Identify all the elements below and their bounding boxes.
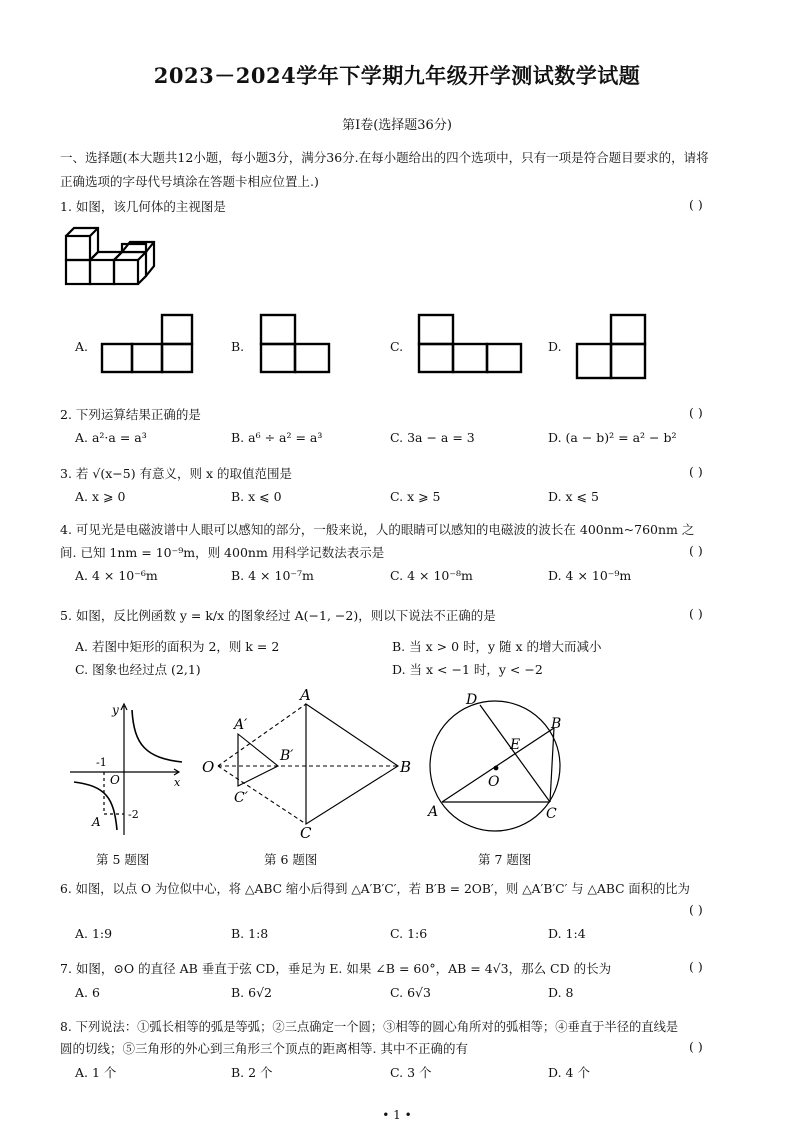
q2-option-d: D. (a − b)² = a² − b² bbox=[548, 430, 677, 445]
q6-option-c: C. 1:6 bbox=[390, 926, 428, 941]
q3-option-a: A. x ⩾ 0 bbox=[75, 489, 126, 504]
fig6-c-prime-label: C′ bbox=[234, 790, 248, 806]
q8-stem-line-1: 8. 下列说法：①弧长相等的弧是等弧；②三点确定一个圆；③相等的圆心角所对的弧相等；④垂直于半径的直线是 bbox=[60, 1020, 679, 1034]
fig5-hyperbola-graph bbox=[66, 700, 196, 840]
q1-option-c-figure bbox=[417, 312, 523, 374]
fig7-a-label: A bbox=[428, 804, 439, 820]
fig5-x-label: x bbox=[174, 776, 181, 789]
fig7-circle-figure bbox=[424, 688, 584, 840]
q4-option-d: D. 4 × 10⁻⁹m bbox=[548, 568, 632, 583]
q6-stem: 6. 如图，以点 O 为位似中心，将 △ABC 缩小后得到 △A′B′C′，若 B′B = 2OB′，则 △A′B′C′ 与 △ABC 面积的比为 bbox=[60, 882, 690, 896]
fig6-c-label: C bbox=[300, 824, 312, 842]
q4-stem-line-1: 4. 可见光是电磁波谱中人眼可以感知的部分，一般来说，人的眼睛可以感知的电磁波的波长在 400nm~760nm 之 bbox=[60, 522, 695, 537]
fig7-o-label: O bbox=[488, 774, 500, 790]
section-subtitle: 第Ⅰ卷(选择题36分) bbox=[342, 118, 452, 133]
q5-option-d: D. 当 x < −1 时，y < −2 bbox=[392, 662, 543, 677]
fig7-caption: 第 7 题图 bbox=[478, 852, 532, 867]
page-number: • 1 • bbox=[382, 1108, 412, 1122]
fig7-c-label: C bbox=[546, 806, 557, 822]
q6-option-b: B. 1:8 bbox=[231, 926, 269, 941]
q5-option-c: C. 图象也经过点 (2,1) bbox=[75, 662, 201, 677]
q6-answer-paren: ( ) bbox=[689, 902, 703, 917]
q2-option-a: A. a²·a = a³ bbox=[75, 430, 147, 445]
q1-option-b-label: B. bbox=[231, 339, 245, 354]
q3-option-b: B. x ⩽ 0 bbox=[231, 489, 282, 504]
q4-option-b: B. 4 × 10⁻⁷m bbox=[231, 568, 314, 583]
q3-stem: 3. 若 √(x−5) 有意义，则 x 的取值范围是 bbox=[60, 466, 293, 481]
q7-stem: 7. 如图，⊙O 的直径 AB 垂直于弦 CD，垂足为 E. 如果 ∠B = 60°，AB = 4√3，那么 CD 的长为 bbox=[60, 961, 612, 976]
q1-option-b-figure bbox=[259, 312, 333, 374]
fig5-point-a-label: A bbox=[92, 815, 101, 829]
fig6-b-label: B bbox=[400, 758, 412, 776]
fig6-caption: 第 6 题图 bbox=[264, 852, 318, 867]
q2-stem: 2. 下列运算结果正确的是 bbox=[60, 407, 201, 422]
section-intro-line-1: 一、选择题(本大题共12小题，每小题3分，满分36分.在每小题给出的四个选项中，只有一项是符合题目要求的，请将 bbox=[60, 150, 709, 165]
fig6-o-label: O bbox=[202, 758, 215, 776]
fig5-neg2-label: -2 bbox=[128, 808, 139, 821]
q6-option-a: A. 1:9 bbox=[75, 926, 113, 941]
q4-stem-line-2: 间. 已知 1nm = 10⁻⁹m，则 400nm 用科学记数法表示是 bbox=[60, 545, 385, 560]
q1-answer-paren: ( ) bbox=[689, 197, 703, 212]
fig5-caption: 第 5 题图 bbox=[96, 852, 150, 867]
q7-answer-paren: ( ) bbox=[689, 959, 703, 974]
q7-option-c: C. 6√3 bbox=[390, 985, 431, 1000]
q3-answer-paren: ( ) bbox=[689, 464, 703, 479]
q2-option-b: B. a⁶ ÷ a² = a³ bbox=[231, 430, 323, 445]
q7-option-a: A. 6 bbox=[75, 985, 100, 1000]
fig7-b-label: B bbox=[551, 716, 562, 732]
q1-option-c-label: C. bbox=[390, 339, 404, 354]
q8-stem-line-2: 圆的切线；⑤三角形的外心到三角形三个顶点的距离相等. 其中不正确的有 bbox=[60, 1041, 468, 1056]
q1-option-d-label: D. bbox=[548, 339, 562, 354]
q3-option-c: C. x ⩾ 5 bbox=[390, 489, 441, 504]
fig6-a-label: A bbox=[300, 686, 311, 704]
q1-option-a-label: A. bbox=[75, 339, 89, 354]
fig6-b-prime-label: B′ bbox=[280, 748, 294, 764]
q8-option-d: D. 4 个 bbox=[548, 1065, 590, 1080]
q8-option-b: B. 2 个 bbox=[231, 1065, 273, 1080]
q1-stem: 1. 如图，该几何体的主视图是 bbox=[60, 199, 226, 214]
fig6-homothety-figure bbox=[198, 688, 418, 840]
fig7-e-label: E bbox=[510, 737, 521, 753]
q5-option-a: A. 若图中矩形的面积为 2，则 k = 2 bbox=[75, 639, 280, 654]
q7-option-b: B. 6√2 bbox=[231, 985, 273, 1000]
fig5-neg1-label: -1 bbox=[96, 756, 107, 769]
q6-option-d: D. 1:4 bbox=[548, 926, 586, 941]
q5-answer-paren: ( ) bbox=[689, 606, 703, 621]
q8-answer-paren: ( ) bbox=[689, 1039, 703, 1054]
q1-solid-figure bbox=[60, 224, 170, 294]
q2-option-c: C. 3a − a = 3 bbox=[390, 430, 475, 445]
q3-option-d: D. x ⩽ 5 bbox=[548, 489, 599, 504]
page-title: 2023－2024学年下学期九年级开学测试数学试题 bbox=[153, 63, 641, 88]
fig5-y-label: y bbox=[112, 703, 119, 717]
q4-option-a: A. 4 × 10⁻⁶m bbox=[75, 568, 158, 583]
q8-option-a: A. 1 个 bbox=[75, 1065, 117, 1080]
section-intro-line-2: 正确选项的字母代号填涂在答题卡相应位置上.) bbox=[60, 174, 319, 189]
q4-option-c: C. 4 × 10⁻⁸m bbox=[390, 568, 473, 583]
fig6-a-prime-label: A′ bbox=[234, 717, 248, 733]
q7-option-d: D. 8 bbox=[548, 985, 574, 1000]
fig7-center-dot bbox=[494, 766, 499, 771]
q5-stem: 5. 如图，反比例函数 y = k/x 的图象经过 A(−1, −2)，则以下说法不正确的是 bbox=[60, 608, 496, 623]
q2-answer-paren: ( ) bbox=[689, 405, 703, 420]
q1-option-d-figure bbox=[575, 312, 649, 382]
fig5-origin-label: O bbox=[110, 773, 120, 787]
q5-option-b: B. 当 x > 0 时，y 随 x 的增大而减小 bbox=[392, 639, 602, 654]
q4-answer-paren: ( ) bbox=[689, 543, 703, 558]
fig7-d-label: D bbox=[466, 692, 478, 708]
q1-option-a-figure bbox=[100, 312, 194, 374]
q8-option-c: C. 3 个 bbox=[390, 1065, 432, 1080]
